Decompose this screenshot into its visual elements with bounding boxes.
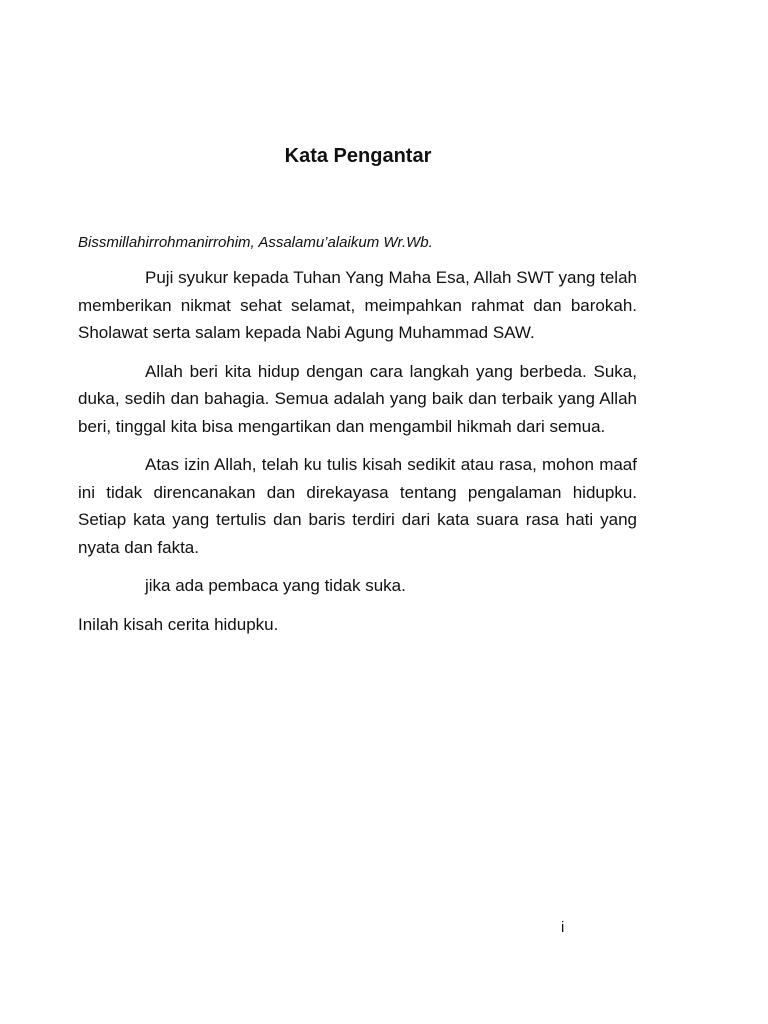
page-number: i	[561, 919, 565, 936]
paragraph-4: jika ada pembaca yang tidak suka.	[145, 576, 406, 595]
paragraph-2: Allah beri kita hidup dengan cara langkah yang berbeda. Suka, duka, sedih dan bahagia. Semua adalah yang baik dan terbaik yang Allah beri, tinggal kita bisa mengartikan dan mengambil hikmah dari semua.	[78, 361, 637, 436]
page-title: Kata Pengantar	[284, 145, 432, 167]
body-text	[78, 230, 637, 649]
salutation: Bissmillahirrohmanirrohim, Assalamu’alaikum Wr.Wb.	[78, 234, 433, 251]
paragraph-1: Puji syukur kepada Tuhan Yang Maha Esa, Allah SWT yang telah memberikan nikmat sehat selamat, meimpahkan rahmat dan barokah. Sholawat serta salam kepada Nabi Agung Muhammad SAW.	[78, 268, 637, 342]
closing-line: Inilah kisah cerita hidupku.	[78, 614, 279, 634]
paragraph-3: Atas izin Allah, telah ku tulis kisah sedikit atau rasa, mohon maaf ini tidak direncanakan dan direkayasa tentang pengalaman hidupku. Setiap kata yang tertulis dan baris terdiri dari kata suara rasa hati yang nyata dan fakta.	[78, 455, 637, 557]
